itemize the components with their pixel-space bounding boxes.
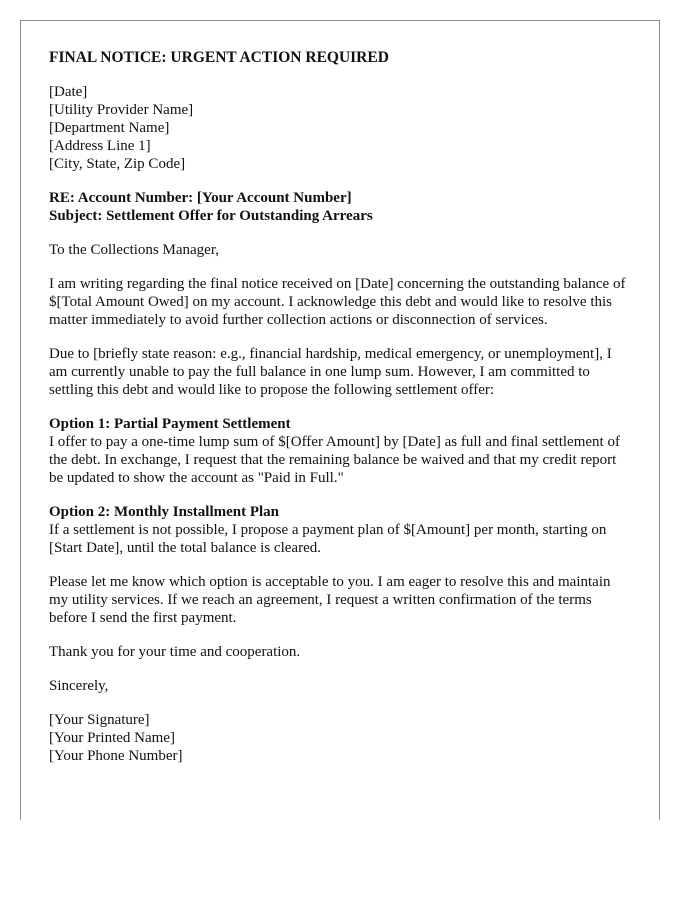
paragraph-reason: Due to [briefly state reason: e.g., financial hardship, medical emergency, or unemployment], I am currently unable to pay the full balance in one lump sum. However, I am committed to settling this debt and would like to propose the following settlement offer:	[49, 346, 612, 398]
reference-block	[49, 189, 631, 225]
option-2-section	[49, 503, 631, 557]
option-1-body: I offer to pay a one-time lump sum of $[Offer Amount] by [Date] as full and final settlement of the debt. In exchange, I request that the remaining balance be waived and that my credit report be updated to show the account as "Paid in Full."	[49, 434, 620, 486]
address-line-city: [City, State, Zip Code]	[49, 156, 186, 172]
signature-line: [Your Signature]	[49, 712, 150, 728]
printed-name-line: [Your Printed Name]	[49, 730, 175, 746]
signature-block	[49, 711, 631, 765]
phone-number-line: [Your Phone Number]	[49, 748, 183, 764]
address-line-date: [Date]	[49, 84, 88, 100]
thanks-line: Thank you for your time and cooperation.	[49, 644, 301, 660]
address-line-provider: [Utility Provider Name]	[49, 102, 194, 118]
option-1-heading: Option 1: Partial Payment Settlement	[49, 416, 291, 432]
letter-title: FINAL NOTICE: URGENT ACTION REQUIRED	[49, 49, 389, 66]
address-line-street: [Address Line 1]	[49, 138, 151, 154]
option-2-body: If a settlement is not possible, I propose a payment plan of $[Amount] per month, starting on [Start Date], until the total balance is cleared.	[49, 522, 607, 556]
salutation: To the Collections Manager,	[49, 242, 219, 258]
closing: Sincerely,	[49, 678, 109, 694]
re-line: RE: Account Number: [Your Account Number]	[49, 190, 352, 206]
option-2-heading: Option 2: Monthly Installment Plan	[49, 504, 280, 520]
recipient-address	[49, 83, 631, 173]
paragraph-intro: I am writing regarding the final notice received on [Date] concerning the outstanding balance of $[Total Amount Owed] on my account. I acknowledge this debt and would like to resolve this matter immediately to avoid further collection actions or disconnection of services.	[49, 276, 626, 328]
address-line-department: [Department Name]	[49, 120, 170, 136]
paragraph-request: Please let me know which option is acceptable to you. I am eager to resolve this and maintain my utility services. If we reach an agreement, I request a written confirmation of the terms before I send the first payment.	[49, 574, 611, 626]
letter-page	[20, 20, 660, 820]
option-1-section	[49, 415, 631, 487]
subject-line: Subject: Settlement Offer for Outstanding Arrears	[49, 208, 373, 224]
